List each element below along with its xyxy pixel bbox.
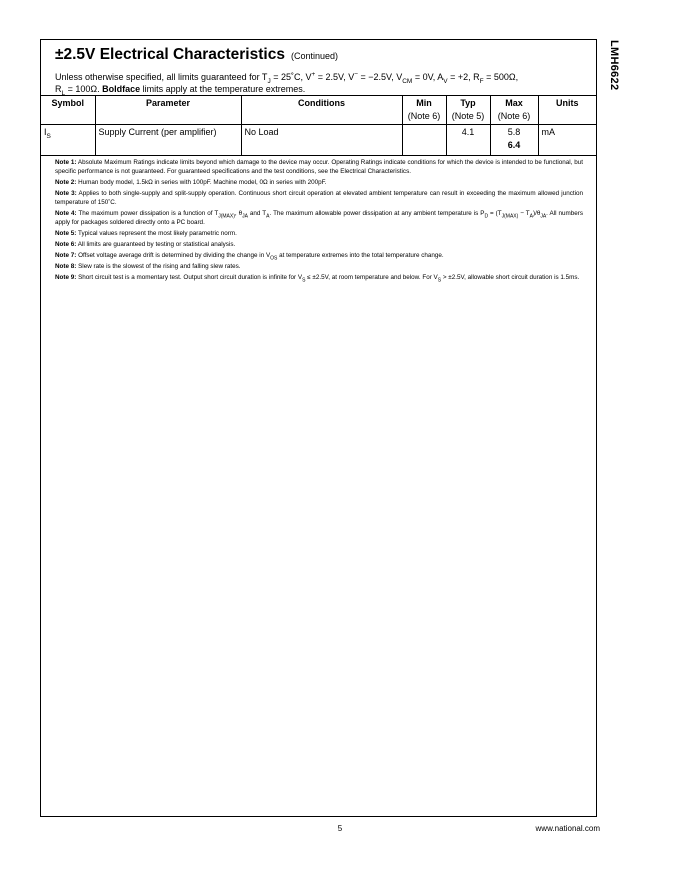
- cond-text: = 2.5V, V: [315, 72, 355, 82]
- note-sub: S: [437, 277, 442, 284]
- note-text: Applies to both single-supply and split-supply operation. Continuous short circuit operation at elevated ambient temperature can result in exceeding the maximum allowed junction temperature of 150˚C.: [55, 190, 583, 206]
- note-label: Note 6:: [55, 241, 77, 248]
- min-note: (Note 6): [407, 111, 441, 121]
- table-row: [41, 125, 596, 156]
- note-text: Human body model, 1.5kΩ in series with 100pF. Machine model, 0Ω in series with 200pF.: [76, 179, 327, 186]
- max-bold-value: 6.4: [507, 140, 521, 150]
- cell-min: [402, 125, 446, 156]
- note-sub: S: [302, 277, 306, 284]
- max-note: (Note 6): [497, 111, 531, 121]
- note-text: − T: [518, 210, 530, 217]
- max-value: 5.8: [507, 127, 521, 137]
- note-text: at temperature extremes into the total temperature change.: [277, 252, 444, 259]
- cond-text: = 500Ω,: [483, 72, 519, 82]
- cell-max: [490, 125, 538, 156]
- content-frame: [40, 39, 597, 817]
- spec-table: [41, 95, 596, 156]
- symbol-sub: S: [46, 132, 51, 140]
- cond-text: R: [55, 84, 62, 94]
- cond-sup: −: [354, 71, 359, 78]
- cell-symbol: [41, 125, 95, 156]
- col-max: [490, 96, 538, 125]
- note-text: The maximum power dissipation is a function of T: [76, 210, 219, 217]
- note-sub: JA: [540, 213, 547, 220]
- note-text: and T: [247, 210, 267, 217]
- col-units: Units: [538, 96, 596, 125]
- note-text: )/θ: [532, 210, 541, 217]
- note-sub: JA: [242, 213, 248, 220]
- test-conditions: [55, 71, 585, 95]
- title-main: ±2.5V Electrical Characteristics: [55, 46, 285, 63]
- note-4: [55, 209, 583, 227]
- cond-sub: CM: [402, 77, 413, 85]
- col-conditions: Conditions: [241, 96, 402, 125]
- typ-label: Typ: [460, 98, 476, 108]
- note-7: [55, 251, 583, 260]
- note-label: Note 2:: [55, 179, 77, 186]
- note-label: Note 1:: [55, 159, 77, 166]
- cell-units: mA: [538, 125, 596, 156]
- footer-url: www.national.com: [535, 824, 600, 833]
- cond-text: = +2, R: [447, 72, 480, 82]
- cond-sub: V: [443, 77, 448, 85]
- symbol-text: I: [44, 127, 47, 137]
- note-label: Note 4:: [55, 210, 77, 217]
- cell-conditions: No Load: [241, 125, 402, 156]
- note-sub: OS: [270, 255, 278, 262]
- min-label: Min: [416, 98, 432, 108]
- note-label: Note 5:: [55, 230, 77, 237]
- cond-text: = 25˚C, V: [270, 72, 312, 82]
- note-text: Offset voltage average drift is determined by dividing the change in V: [76, 252, 271, 259]
- cond-text: = 100Ω.: [65, 84, 103, 94]
- col-typ: [446, 96, 490, 125]
- col-symbol: Symbol: [41, 96, 95, 125]
- cond-text: = 0V, A: [412, 72, 444, 82]
- note-text: All limits are guaranteed by testing or statistical analysis.: [76, 241, 236, 248]
- note-label: Note 8:: [55, 263, 77, 270]
- cell-parameter: Supply Current (per amplifier): [95, 125, 241, 156]
- note-8: [55, 262, 583, 271]
- notes-section: [55, 158, 583, 284]
- note-text: Typical values represent the most likely parametric norm.: [76, 230, 237, 237]
- note-sub: J(MAX): [218, 213, 235, 220]
- cond-sub: L: [61, 89, 66, 97]
- note-1: [55, 158, 583, 176]
- col-parameter: Parameter: [95, 96, 241, 125]
- cond-sub: J: [267, 77, 271, 85]
- cond-sub: F: [479, 77, 484, 85]
- cell-typ: 4.1: [446, 125, 490, 156]
- note-text: , θ: [234, 210, 243, 217]
- note-text: Slew rate is the slowest of the rising and falling slew rates.: [76, 263, 241, 270]
- note-text: > ±2.5V, allowable short circuit duration is 1.5ms.: [441, 274, 580, 281]
- note-5: [55, 229, 583, 238]
- section-title: [55, 46, 338, 64]
- typ-note: (Note 5): [451, 111, 485, 121]
- cond-text: Unless otherwise specified, all limits guaranteed for T: [55, 72, 268, 82]
- note-2: [55, 178, 583, 187]
- note-text: . All numbers apply for packages soldered directly onto a PC board.: [55, 210, 583, 226]
- cond-text: limits apply at the temperature extremes.: [140, 84, 306, 94]
- note-9: [55, 273, 583, 282]
- max-label: Max: [505, 98, 523, 108]
- note-sub: A: [529, 213, 533, 220]
- note-sub: A: [266, 213, 270, 220]
- cond-text: = −2.5V, V: [358, 72, 403, 82]
- note-text: Absolute Maximum Ratings indicate limits beyond which damage to the device may occur. Operating Ratings indicate conditions for which the device is intended to be functional, but specific performance is not guaranteed. For guaranteed specifications and the test conditions, see the Electrical Characteristics.: [55, 159, 584, 175]
- title-continued: (Continued): [290, 51, 338, 61]
- cond-sup: +: [311, 71, 316, 78]
- cond-boldface: Boldface: [102, 84, 141, 94]
- note-label: Note 9:: [55, 274, 77, 281]
- note-sub: D: [484, 213, 489, 220]
- note-text: Short circuit test is a momentary test. Output short circuit duration is infinite for V: [76, 274, 303, 281]
- note-sub: J(MAX): [501, 213, 519, 220]
- table-header-row: [41, 96, 596, 125]
- note-text: ≤ ±2.5V, at room temperature and below. For V: [305, 274, 438, 281]
- page-number: 5: [337, 824, 343, 833]
- note-text: . The maximum allowable power dissipation at any ambient temperature is P: [269, 210, 485, 217]
- part-number-side-label: LMH6622: [608, 40, 620, 91]
- col-min: [402, 96, 446, 125]
- note-6: [55, 240, 583, 249]
- note-text: = (T: [488, 210, 502, 217]
- note-3: [55, 189, 583, 207]
- note-label: Note 3:: [55, 190, 77, 197]
- note-label: Note 7:: [55, 252, 77, 259]
